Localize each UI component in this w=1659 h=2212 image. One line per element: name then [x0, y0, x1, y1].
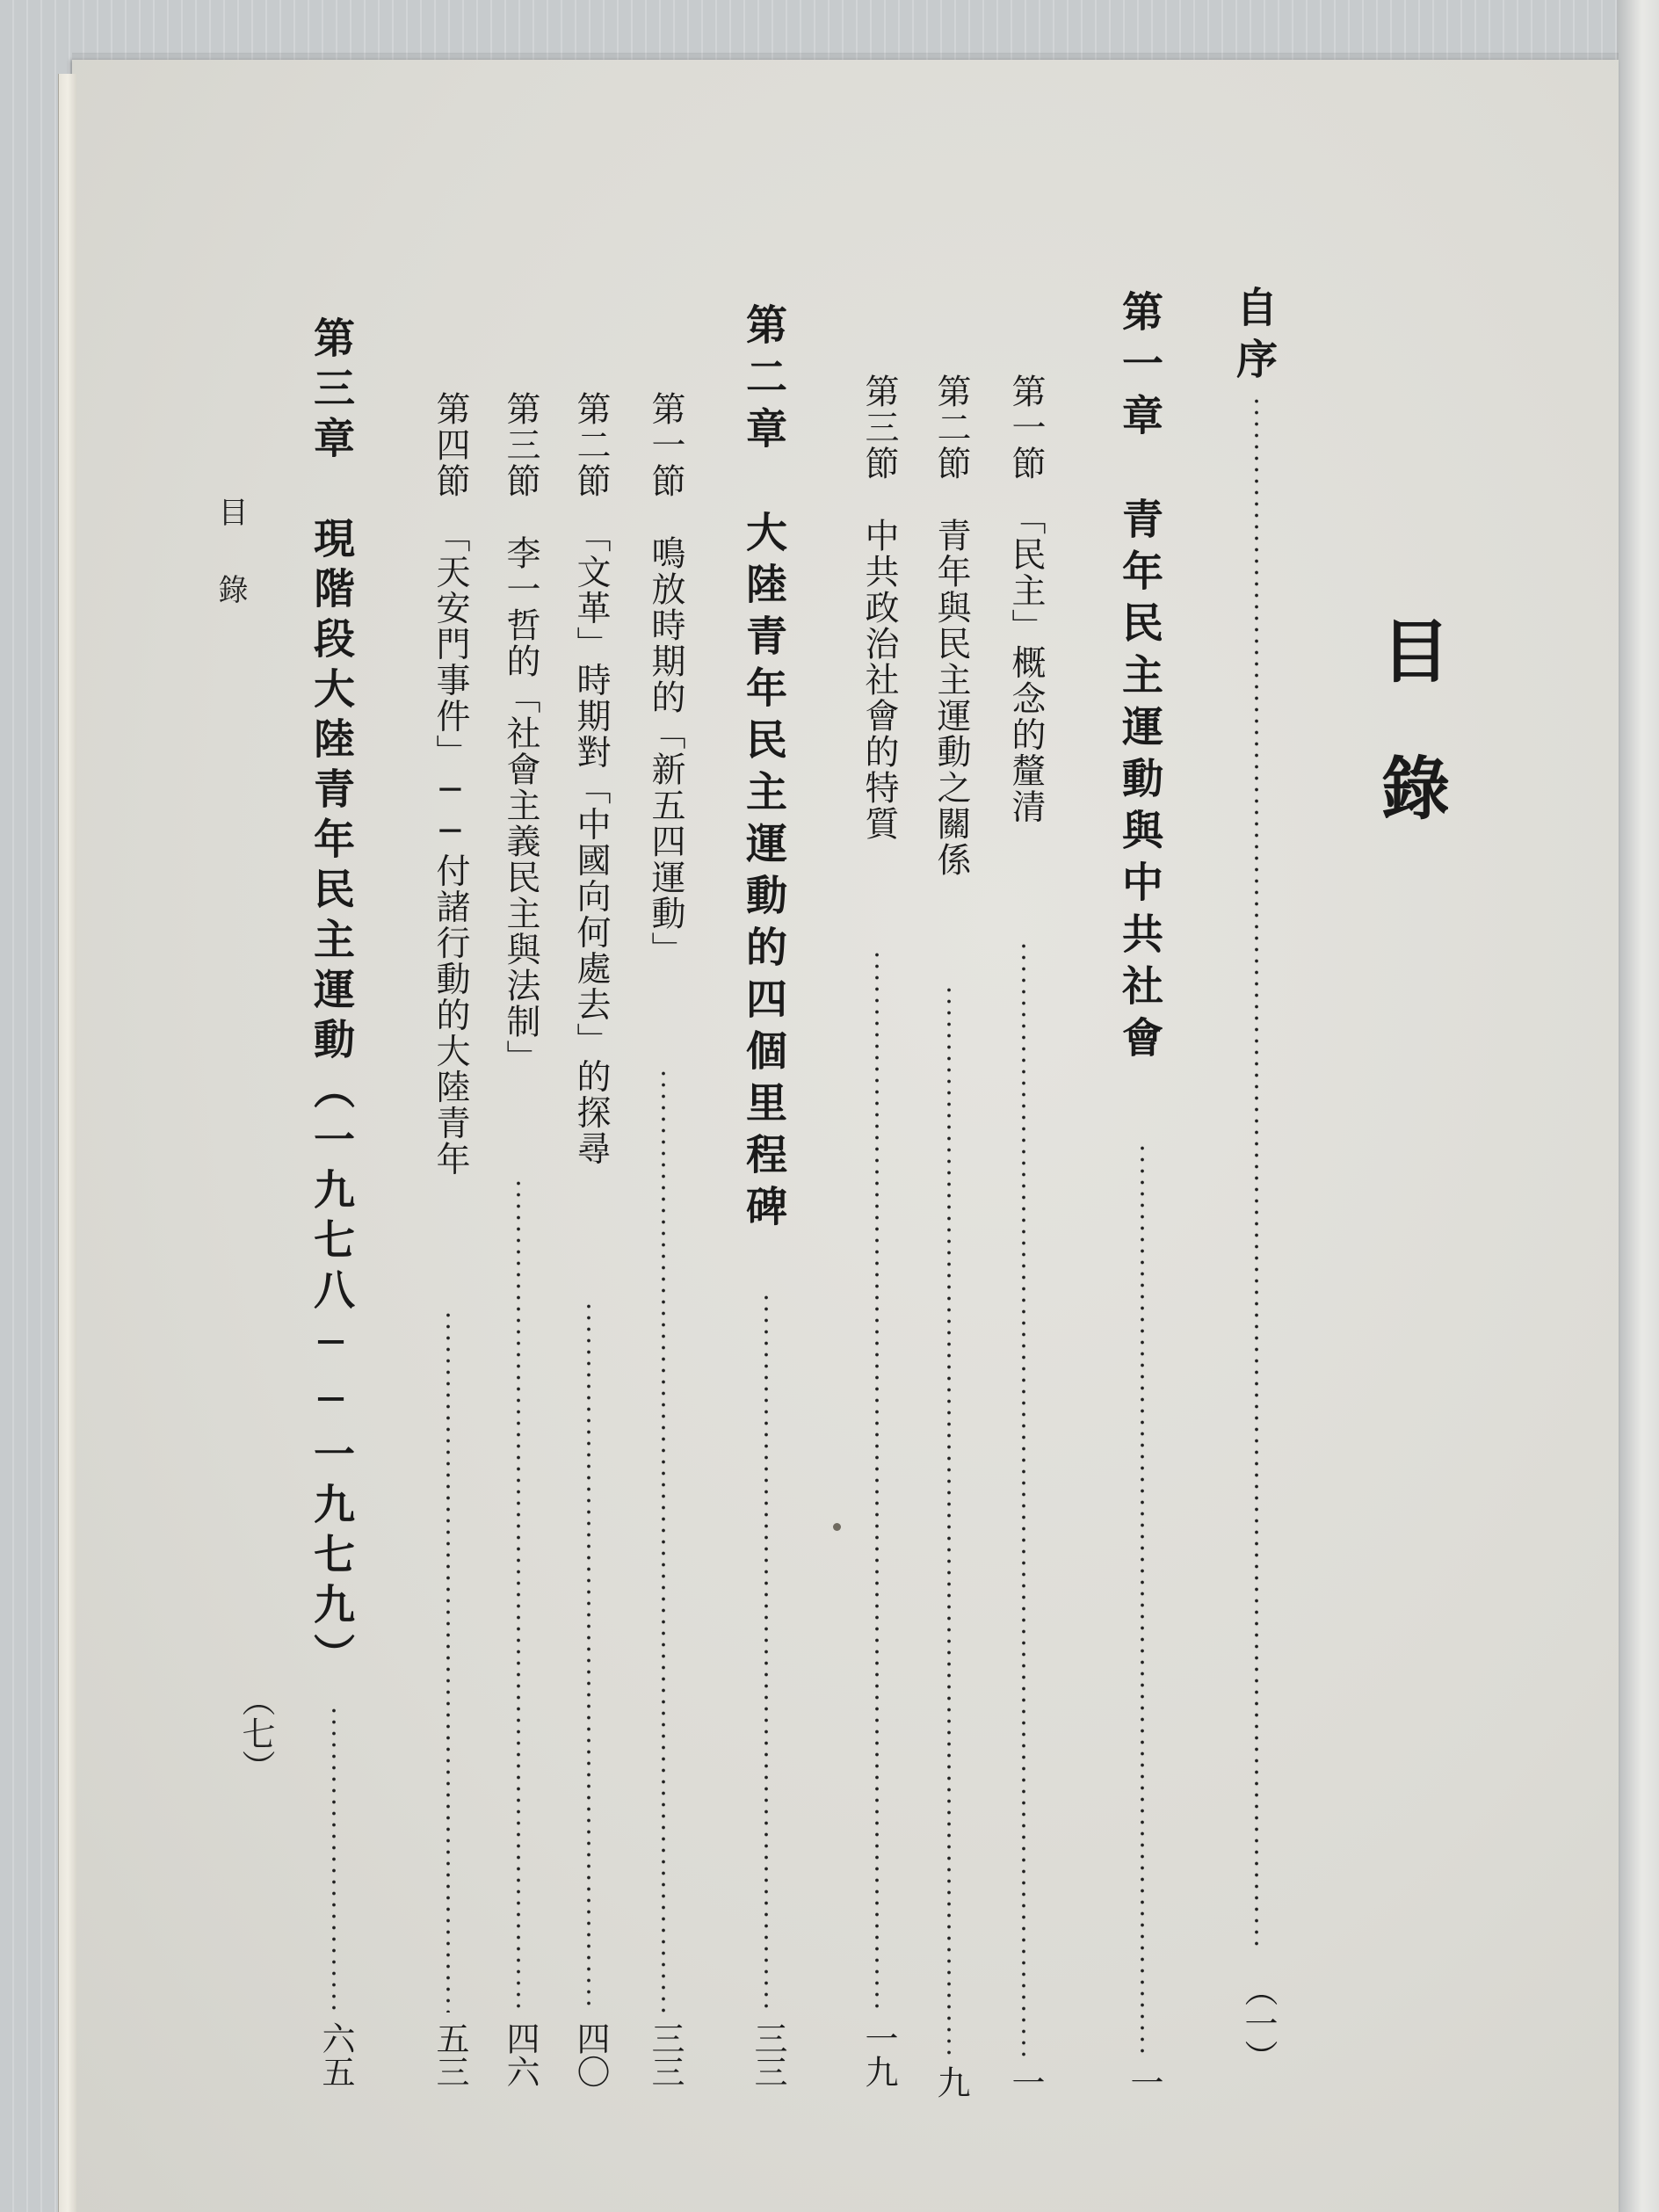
entry-label: 第一章 青年民主運動與中共社會 [1115, 290, 1163, 1068]
toc-entry-preface [1230, 0, 1283, 2212]
entry-page: 三三 [749, 2021, 787, 2088]
entry-label: 第一節 「民主」概念的釐清 [1006, 374, 1046, 825]
dot-leader [1021, 940, 1026, 2056]
entry-label: 第三節 中共政治社會的特質 [859, 374, 899, 842]
entry-label: 第四節 「天安門事件」──付諸行動的大陸青年 [431, 391, 470, 1178]
toc-entry-1-3 [851, 0, 903, 2212]
entry-page: 一 [1125, 2065, 1163, 2099]
dot-leader [331, 1705, 337, 2013]
page-number: （七） [236, 1683, 275, 1783]
entry-label: 第二節 青年與民主運動之關係 [931, 374, 971, 878]
entry-label: 第三節 李一哲的「社會主義民主與法制」 [501, 391, 540, 1076]
toc-entry-chapter-2 [740, 0, 793, 2212]
entry-label: 第二節 「文革」時期對「中國向何處去」的探尋 [571, 391, 611, 1167]
dot-leader [516, 1178, 521, 2013]
entry-label: 第一節 鳴放時期的「新五四運動」 [646, 391, 685, 968]
toc-entry-2-4 [422, 0, 475, 2212]
dot-leader [586, 1301, 591, 2013]
toc-entry-1-1 [997, 0, 1050, 2212]
running-head: 目 錄 [213, 497, 248, 613]
entry-page: 一九 [859, 2021, 898, 2088]
dot-leader [661, 1068, 666, 2013]
entry-page: （一） [1239, 1973, 1278, 2073]
dot-leader [946, 984, 952, 2056]
entry-page: 三三 [646, 2021, 685, 2088]
entry-label: 第二章 大陸青年民主運動的四個里程碑 [739, 303, 787, 1237]
toc-entry-1-2 [923, 0, 975, 2212]
entry-page: 四六 [501, 2021, 540, 2088]
toc-title-column [1370, 0, 1450, 2212]
dot-leader [874, 949, 880, 2013]
toc-entry-2-1 [637, 0, 690, 2212]
dot-leader [764, 1292, 769, 2013]
toc-entry-chapter-1 [1116, 0, 1169, 2212]
paper-spot [833, 1523, 841, 1531]
entry-page: 九 [931, 2065, 970, 2099]
dot-leader [446, 1309, 451, 2013]
toc-entry-2-3 [492, 0, 545, 2212]
book-edge-right [1617, 0, 1659, 2212]
entry-page: 六五 [316, 2021, 355, 2088]
entry-label: 自序 [1229, 286, 1278, 389]
dot-leader [1140, 1142, 1145, 2056]
toc-entry-chapter-3 [308, 0, 360, 2212]
page-stack-edge [58, 74, 76, 2212]
entry-page: 四〇 [571, 2021, 610, 2088]
toc-title: 目 錄 [1370, 615, 1450, 821]
toc-entry-2-2 [562, 0, 615, 2212]
entry-page: 五三 [431, 2021, 469, 2088]
entry-label: 第三章 現階段大陸青年民主運動（一九七八──一九七九） [307, 316, 355, 1683]
entry-page: 一 [1006, 2065, 1045, 2099]
dot-leader [1254, 395, 1259, 1951]
